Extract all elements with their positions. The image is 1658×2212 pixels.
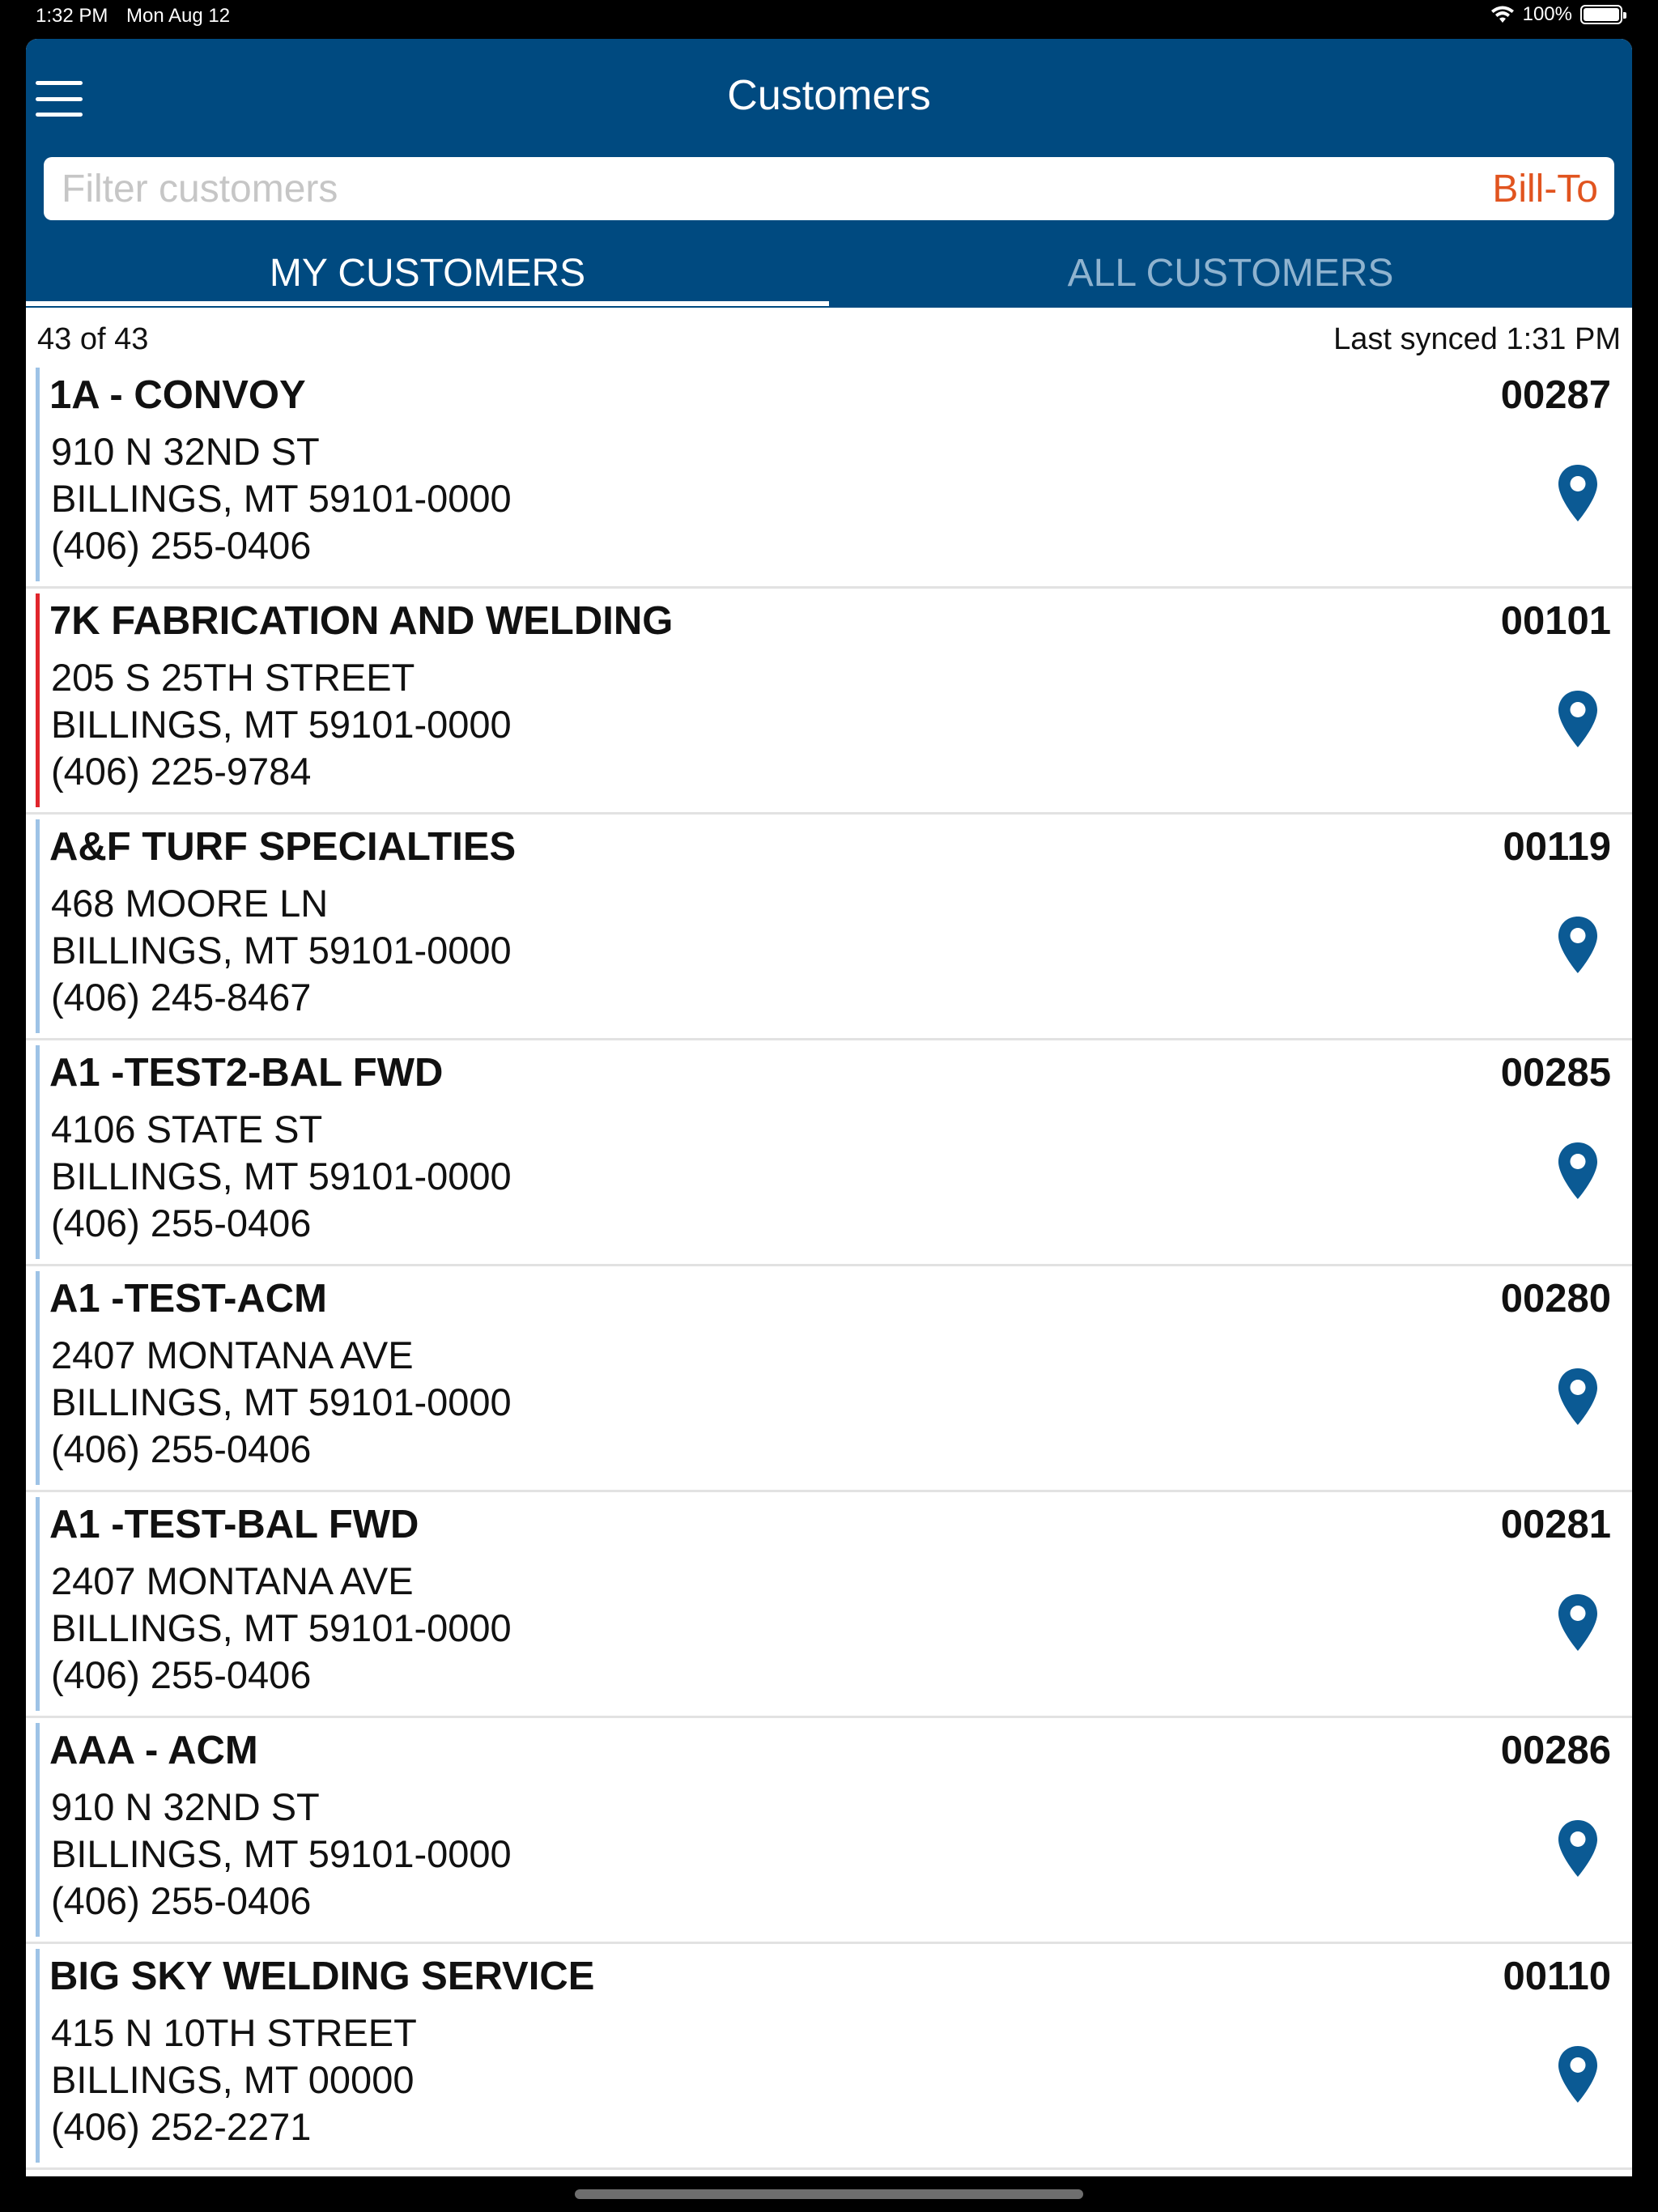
customer-name: A1 -TEST-ACM bbox=[49, 1277, 327, 1321]
status-bar-indicator bbox=[36, 1723, 40, 1937]
navigation-bar bbox=[26, 39, 1632, 308]
customer-address: 468 MOORE LN bbox=[51, 882, 329, 925]
customer-city: BILLINGS, MT 00000 bbox=[51, 2058, 414, 2101]
map-pin-icon[interactable] bbox=[1556, 1819, 1600, 1878]
list-info-bar bbox=[26, 308, 1632, 363]
customer-phone: (406) 245-8467 bbox=[51, 976, 312, 1019]
status-bar-indicator bbox=[36, 1045, 40, 1259]
customer-number: 00280 bbox=[1500, 1277, 1611, 1321]
customer-number: 00286 bbox=[1500, 1729, 1611, 1772]
customer-number: 00101 bbox=[1500, 599, 1611, 643]
customer-name: BIG SKY WELDING SERVICE bbox=[49, 1955, 595, 1998]
status-bar bbox=[0, 0, 1658, 39]
customer-phone: (406) 255-0406 bbox=[51, 1202, 312, 1244]
status-bar-indicator bbox=[36, 1949, 40, 2163]
tab-all-customers[interactable]: ALL CUSTOMERS bbox=[1067, 252, 1394, 295]
customer-address: 2407 MONTANA AVE bbox=[51, 1559, 414, 1602]
status-bar-indicator bbox=[36, 1271, 40, 1485]
customer-city: BILLINGS, MT 59101-0000 bbox=[51, 1832, 512, 1875]
status-indicators bbox=[1490, 3, 1622, 26]
customer-phone: (406) 225-9784 bbox=[51, 750, 312, 793]
customer-number: 00287 bbox=[1500, 373, 1611, 417]
map-pin-icon[interactable] bbox=[1556, 915, 1600, 975]
filter-customers-input[interactable] bbox=[60, 166, 1476, 212]
customer-row[interactable] bbox=[26, 1040, 1632, 1266]
customer-city: BILLINGS, MT 59101-0000 bbox=[51, 1606, 512, 1649]
customer-phone: (406) 255-0406 bbox=[51, 524, 312, 567]
customer-address: 4106 STATE ST bbox=[51, 1108, 323, 1151]
customer-row[interactable] bbox=[26, 363, 1632, 589]
map-pin-icon[interactable] bbox=[1556, 1141, 1600, 1201]
customer-phone: (406) 255-0406 bbox=[51, 1879, 312, 1922]
map-pin-icon[interactable] bbox=[1556, 1593, 1600, 1653]
customer-row[interactable] bbox=[26, 1718, 1632, 1944]
customer-address: 2407 MONTANA AVE bbox=[51, 1334, 414, 1376]
status-bar-indicator bbox=[36, 368, 40, 581]
map-pin-icon[interactable] bbox=[1556, 463, 1600, 523]
battery-icon bbox=[1580, 5, 1622, 24]
customer-city: BILLINGS, MT 59101-0000 bbox=[51, 477, 512, 520]
customer-row[interactable] bbox=[26, 589, 1632, 815]
tab-my-customers[interactable]: MY CUSTOMERS bbox=[26, 245, 829, 308]
customer-name: 7K FABRICATION AND WELDING bbox=[49, 599, 674, 643]
customer-city: BILLINGS, MT 59101-0000 bbox=[51, 1155, 512, 1197]
customer-name: AAA - ACM bbox=[49, 1729, 258, 1772]
customer-city: BILLINGS, MT 59101-0000 bbox=[51, 1380, 512, 1423]
status-date: Mon Aug 12 bbox=[126, 5, 231, 27]
customer-address: 415 N 10TH STREET bbox=[51, 2011, 417, 2054]
customer-name: A&F TURF SPECIALTIES bbox=[49, 825, 517, 869]
status-bar-indicator bbox=[36, 593, 40, 807]
customer-phone: (406) 255-0406 bbox=[51, 1427, 312, 1470]
bill-to-button[interactable]: Bill-To bbox=[1492, 167, 1598, 211]
battery-level bbox=[1584, 8, 1619, 21]
customer-name: A1 -TEST-BAL FWD bbox=[49, 1503, 419, 1546]
map-pin-icon[interactable] bbox=[1556, 689, 1600, 749]
customer-tabs bbox=[26, 245, 1632, 308]
last-synced-text: Last synced 1:31 PM bbox=[1333, 322, 1621, 356]
customer-phone: (406) 255-0406 bbox=[51, 1653, 312, 1696]
customer-count: 43 of 43 bbox=[37, 322, 149, 356]
status-bar-indicator bbox=[36, 819, 40, 1033]
customer-row[interactable] bbox=[26, 1492, 1632, 1718]
map-pin-icon[interactable] bbox=[1556, 2044, 1600, 2104]
customer-row[interactable] bbox=[26, 1266, 1632, 1492]
status-bar-indicator bbox=[36, 1497, 40, 1711]
customer-city: BILLINGS, MT 59101-0000 bbox=[51, 929, 512, 972]
customer-phone: (406) 252-2271 bbox=[51, 2105, 312, 2148]
search-bar bbox=[44, 157, 1614, 220]
customer-row[interactable] bbox=[26, 815, 1632, 1040]
customer-name: A1 -TEST2-BAL FWD bbox=[49, 1051, 444, 1095]
wifi-icon bbox=[1490, 5, 1515, 24]
customer-name: 1A - CONVOY bbox=[49, 373, 306, 417]
customer-list bbox=[26, 363, 1632, 2170]
page-title: Customers bbox=[727, 72, 931, 119]
home-indicator[interactable] bbox=[575, 2189, 1083, 2199]
status-time: 1:32 PM bbox=[36, 5, 108, 27]
customer-number: 00119 bbox=[1503, 825, 1611, 869]
customer-address: 910 N 32ND ST bbox=[51, 1785, 320, 1828]
customer-city: BILLINGS, MT 59101-0000 bbox=[51, 703, 512, 746]
map-pin-icon[interactable] bbox=[1556, 1367, 1600, 1427]
customer-row[interactable] bbox=[26, 1944, 1632, 2170]
customers-app bbox=[26, 39, 1632, 2176]
battery-percent: 100% bbox=[1522, 3, 1572, 25]
customer-address: 205 S 25TH STREET bbox=[51, 656, 415, 699]
customer-number: 00281 bbox=[1500, 1503, 1611, 1546]
customer-number: 00285 bbox=[1500, 1051, 1611, 1095]
customer-address: 910 N 32ND ST bbox=[51, 430, 320, 473]
customer-number: 00110 bbox=[1503, 1955, 1611, 1998]
